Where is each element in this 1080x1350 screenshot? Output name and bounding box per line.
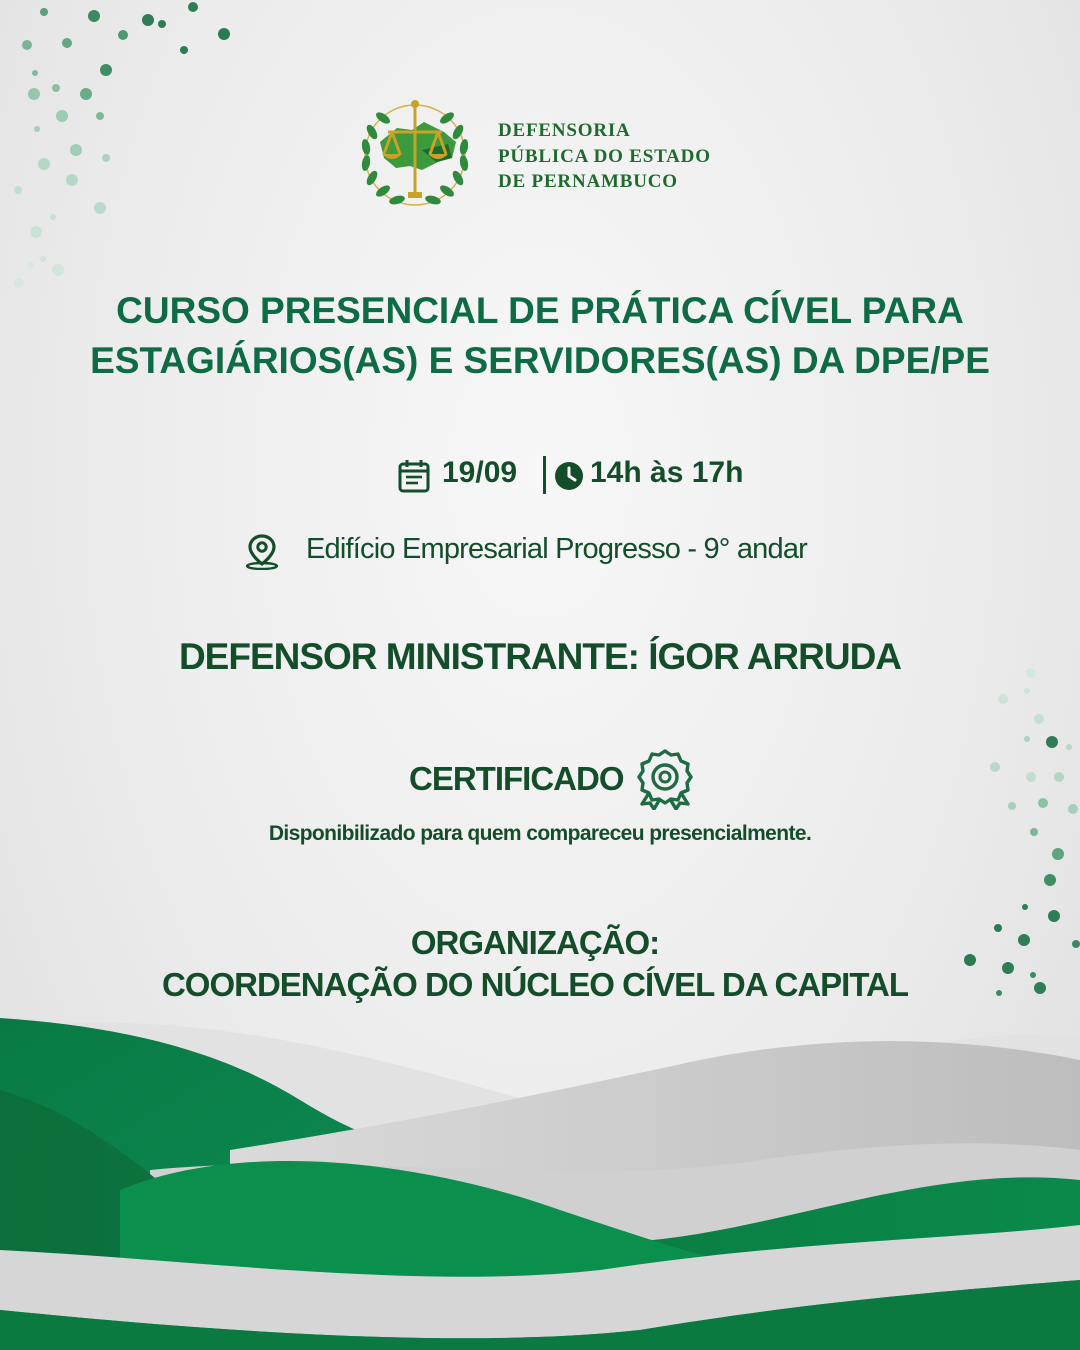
event-date: 19/09 [442, 456, 518, 489]
scales-of-justice-laurel-seal-icon [352, 92, 478, 218]
certificate-note: Disponibilizado para quem compareceu presencialmente. [268, 822, 812, 845]
decorative-dots-top-left [0, 0, 260, 300]
event-title-line-2: ESTAGIÁRIOS(AS) E SERVIDORES(AS) DA DPE/PE [90, 340, 990, 381]
brand-name [498, 118, 711, 195]
certificate-label: CERTIFICADO [409, 760, 624, 797]
event-time: 14h às 17h [590, 456, 744, 489]
event-title [40, 286, 1040, 386]
calendar-icon [398, 459, 430, 493]
organization-name: COORDENAÇÃO DO NÚCLEO CÍVEL DA CAPITAL [161, 966, 909, 1003]
date-time-separator [543, 456, 546, 494]
instructor: DEFENSOR MINISTRANTE: ÍGOR ARRUDA [178, 636, 902, 677]
decorative-green-waves [0, 990, 1080, 1350]
organization-label: ORGANIZAÇÃO: [410, 924, 660, 961]
event-location: Edifício Empresarial Progresso - 9° andar [306, 533, 808, 565]
dpe-pe-logo [352, 92, 752, 218]
brand-line-1: DEFENSORIA [498, 120, 631, 141]
award-ribbon-icon [634, 748, 696, 810]
brand-line-2: PÚBLICA DO ESTADO [498, 145, 711, 167]
clock-icon [554, 461, 584, 491]
map-pin-icon [245, 534, 279, 570]
event-title-line-1: CURSO PRESENCIAL DE PRÁTICA CÍVEL PARA [116, 290, 964, 331]
brand-line-3: DE PERNAMBUCO [498, 171, 678, 192]
